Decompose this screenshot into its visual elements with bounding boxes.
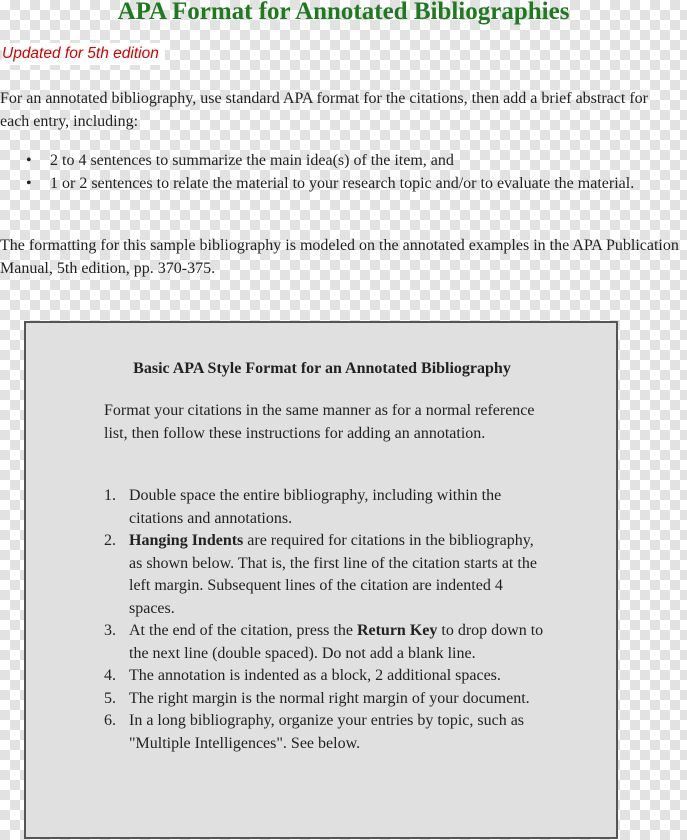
step-number: 5. xyxy=(104,689,116,707)
list-item xyxy=(104,665,544,688)
step-text: In a long bibliography, organize your entries by topic, such as "Multiple Intelligences". See below. xyxy=(129,712,525,752)
step-text-prefix: At the end of the citation, press the xyxy=(129,622,357,639)
step-number: 2. xyxy=(104,532,116,549)
list-item-text: 1 or 2 sentences to relate the material to your research topic and/or to evaluate the material. xyxy=(50,174,635,192)
list-item xyxy=(0,173,660,196)
step-text: Double space the entire bibliography, including within the citations and annotations. xyxy=(129,487,502,527)
step-number: 1. xyxy=(104,487,116,504)
instruction-steps xyxy=(104,485,544,755)
box-intro-paragraph: Format your citations in the same manner as for a normal reference list, then follow these instructions for adding an annotation. xyxy=(104,402,535,442)
page-title: APA Format for Annotated Bibliographies xyxy=(117,0,570,25)
box-title: Basic APA Style Format for an Annotated Bibliography xyxy=(133,360,511,377)
step-number: 3. xyxy=(104,622,116,639)
list-item xyxy=(104,710,544,755)
list-item xyxy=(104,485,544,530)
source-note-paragraph: The formatting for this sample bibliography is modeled on the annotated examples in the APA Publication Manual, 5th edition, pp. 370-375. xyxy=(0,237,679,277)
intro-paragraph: For an annotated bibliography, use standard APA format for the citations, then add a brief abstract for each entry, including: xyxy=(0,90,648,130)
step-emphasis: Return Key xyxy=(356,622,438,639)
step-text: are required for citations in the bibliography, as shown below. That is, the first line of the citation starts at the left margin. Subsequent lines of the citation are indented 4 spaces. xyxy=(129,532,537,617)
step-number: 6. xyxy=(104,712,116,729)
step-emphasis: Hanging Indents xyxy=(129,532,244,549)
step-text: to drop down to the next line (double spaced). Do not add a blank line. xyxy=(129,622,544,662)
edition-note: Updated for 5th edition xyxy=(2,43,165,65)
bullet-marker: • xyxy=(26,174,32,192)
list-item-text: 2 to 4 sentences to summarize the main idea(s) of the item, and xyxy=(50,152,454,169)
list-item xyxy=(104,530,544,620)
abstract-requirements-list xyxy=(0,150,660,195)
list-item xyxy=(104,688,544,711)
step-number: 4. xyxy=(104,667,116,684)
format-instructions-box xyxy=(24,321,618,839)
bullet-marker: • xyxy=(26,152,32,169)
list-item xyxy=(0,150,660,173)
step-text: The annotation is indented as a block, 2 additional spaces. xyxy=(129,667,501,684)
step-text: The right margin is the normal right margin of your document. xyxy=(129,689,530,707)
list-item xyxy=(104,620,544,665)
